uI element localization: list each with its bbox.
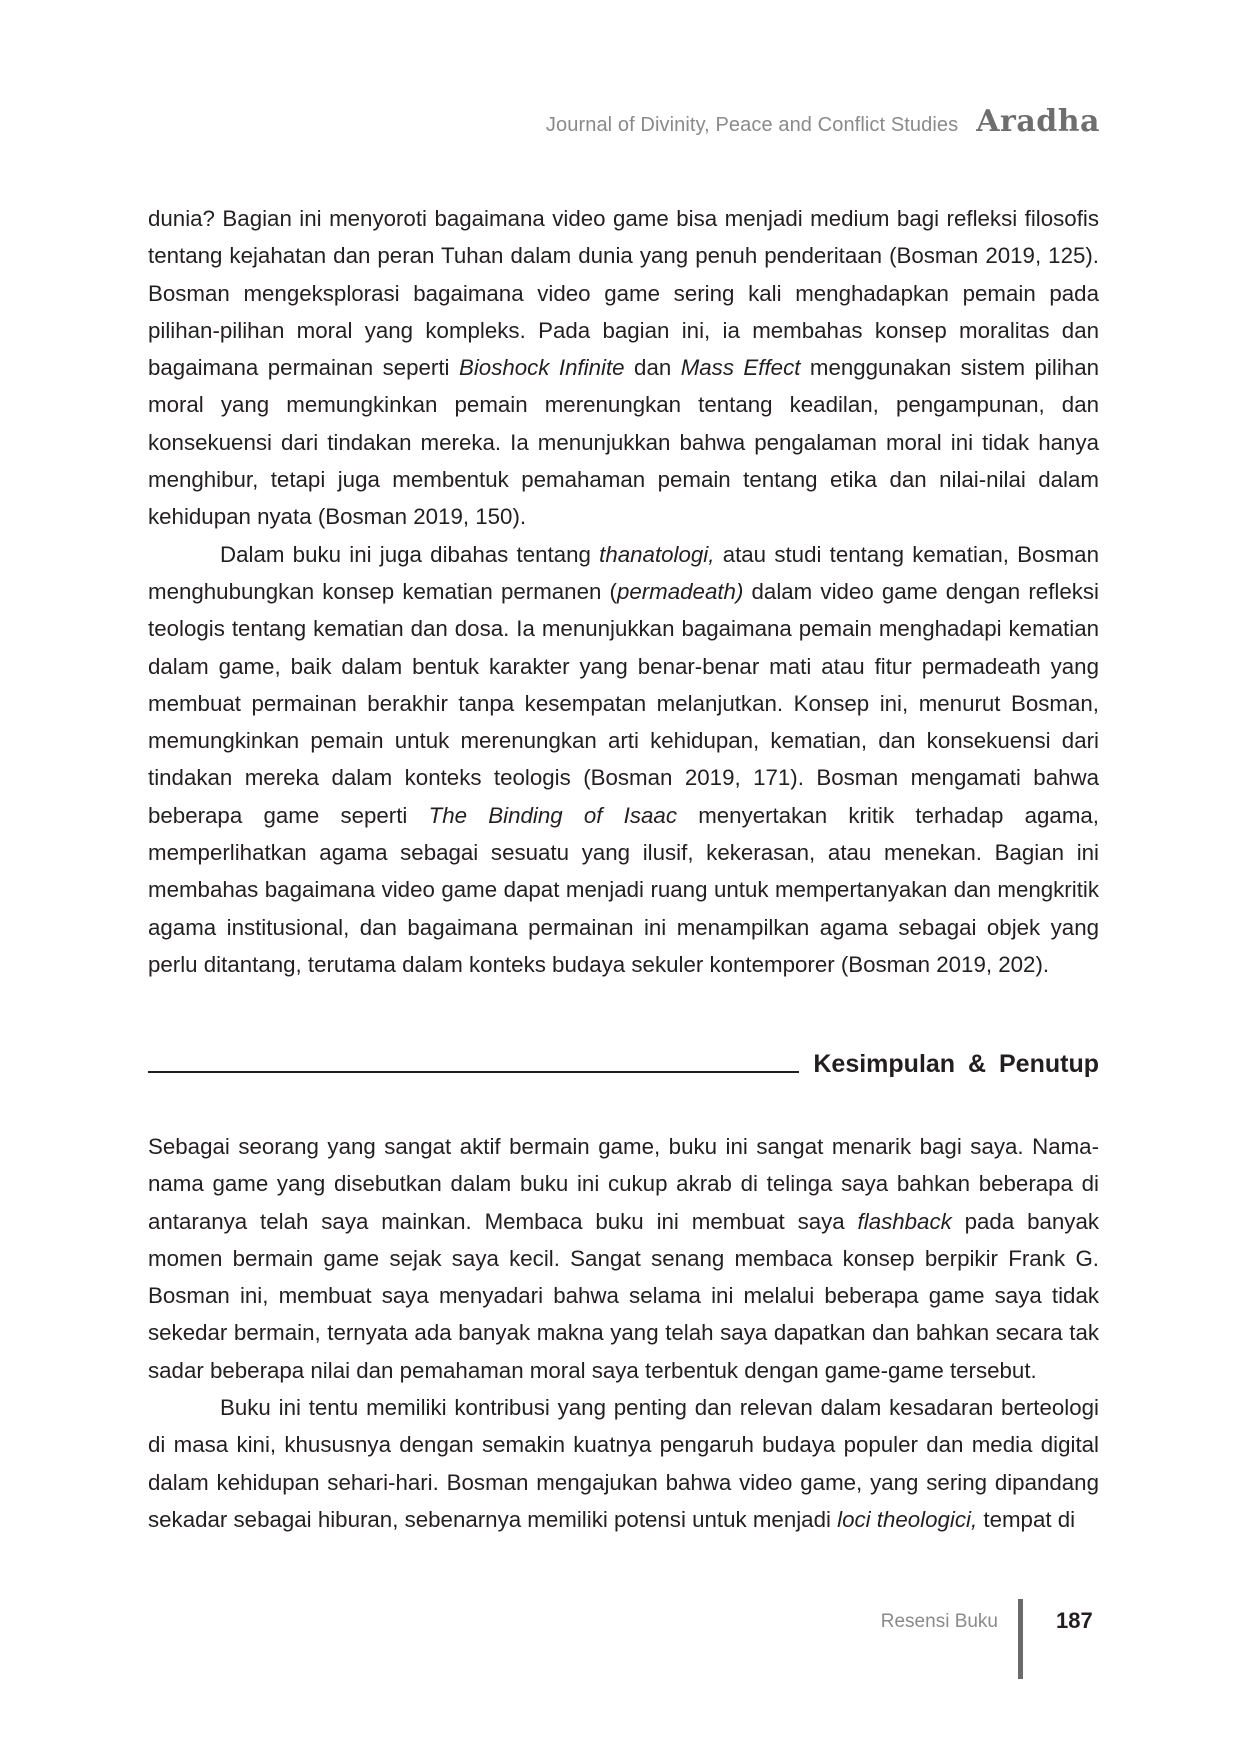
paragraph-2: Dalam buku ini juga dibahas tentang thanatologi, atau studi tentang kematian, Bosman menghubungkan konsep kematian permanen (permadeath) dalam video game dengan refleksi teologis tentang kematian dan dosa. Ia menunjukkan bagaimana pemain menghadapi kematian dalam game, baik dalam bentuk karakter yang benar-benar mati atau fitur permadeath yang membuat permainan berakhir tanpa kesempatan melanjutkan. Konsep ini, menurut Bosman, memungkinkan pemain untuk merenungkan arti kehidupan, kematian, dan konsekuensi dari tindakan mereka dalam konteks teologis (Bosman 2019, 171). Bosman mengamati bahwa beberapa game seperti The Binding of Isaac menyertakan kritik terhadap agama, memperlihatkan agama sebagai sesuatu yang ilusif, kekerasan, atau menekan. Bagian ini membahas bagaimana video game dapat menjadi ruang untuk mempertanyakan dan mengkritik agama institusional, dan bagaimana permainan ini menampilkan agama sebagai objek yang perlu ditantang, terutama dalam konteks budaya sekuler kontemporer (Bosman 2019, 202). [148,541,1099,977]
term-thanatologi: thanatologi, [599,541,715,567]
running-header [546,104,1100,139]
section-rule [148,1071,799,1073]
term-loci-theologici: loci theologici, [837,1506,978,1532]
game-title-bioshock: Bioshock Infinite [458,355,625,381]
section-heading [148,1050,1099,1079]
paragraph-3: Sebagai seorang yang sangat aktif bermain game, buku ini sangat menarik bagi saya. Nama-nama game yang disebutkan dalam buku ini cukup akrab di telinga saya bahkan beberapa di antaranya telah saya mainkan. Membaca buku ini membuat saya flashback pada banyak momen bermain game sejak saya kecil. Sangat senang membaca konsep berpikir Frank G. Bosman ini, membuat saya menyadari bahwa selama ini melalui beberapa game saya tidak sekedar bermain, ternyata ada banyak makna yang telah saya dapatkan dan bahkan secara tak sadar beberapa nilai dan pemahaman moral saya terbentuk dengan game-game tersebut. [148,1134,1099,1383]
game-title-binding-of-isaac: The Binding of Isaac [428,802,677,828]
term-permadeath: permadeath) [616,578,744,604]
paragraph-4: Buku ini tentu memiliki kontribusi yang penting dan relevan dalam kesadaran berteologi di masa kini, khususnya dengan semakin kuatnya pengaruh budaya populer dan media digital dalam kehidupan sehari-hari. Bosman mengajukan bahwa video game, yang sering dipandang sekadar sebagai hiburan, sebenarnya memiliki potensi untuk menjadi loci theologici, tempat di [148,1395,1099,1532]
body-text-bottom [148,1128,1099,1538]
section-title: Kesimpulan & Penutup [813,1050,1099,1078]
body-text-top [148,200,1099,983]
game-title-mass-effect: Mass Effect [680,355,801,381]
paragraph-1: dunia? Bagian ini menyoroti bagaimana video game bisa menjadi medium bagi refleksi filosofis tentang kejahatan dan peran Tuhan dalam dunia yang penuh penderitaan (Bosman 2019, 125). Bosman mengeksplorasi bagaimana video game sering kali menghadapkan pemain pada pilihan-pilihan moral yang kompleks. Pada bagian ini, ia membahas konsep moralitas dan bagaimana permainan seperti Bioshock Infinite dan Mass Effect menggunakan sistem pilihan moral yang memungkinkan pemain merenungkan tentang keadilan, pengampunan, dan konsekuensi dari tindakan mereka. Ia menunjukkan bahwa pengalaman moral ini tidak hanya menghibur, tetapi juga membentuk pemahaman pemain tentang etika dan nilai-nilai dalam kehidupan nyata (Bosman 2019, 150). [148,206,1099,530]
footer-section-label: Resensi Buku [880,1611,998,1632]
term-flashback: flashback [857,1208,952,1234]
page-number: 187 [1056,1608,1093,1633]
journal-title: Journal of Divinity, Peace and Conflict Studies [545,114,959,136]
footer-divider [1018,1599,1023,1679]
journal-logo: Aradha [976,104,1100,139]
